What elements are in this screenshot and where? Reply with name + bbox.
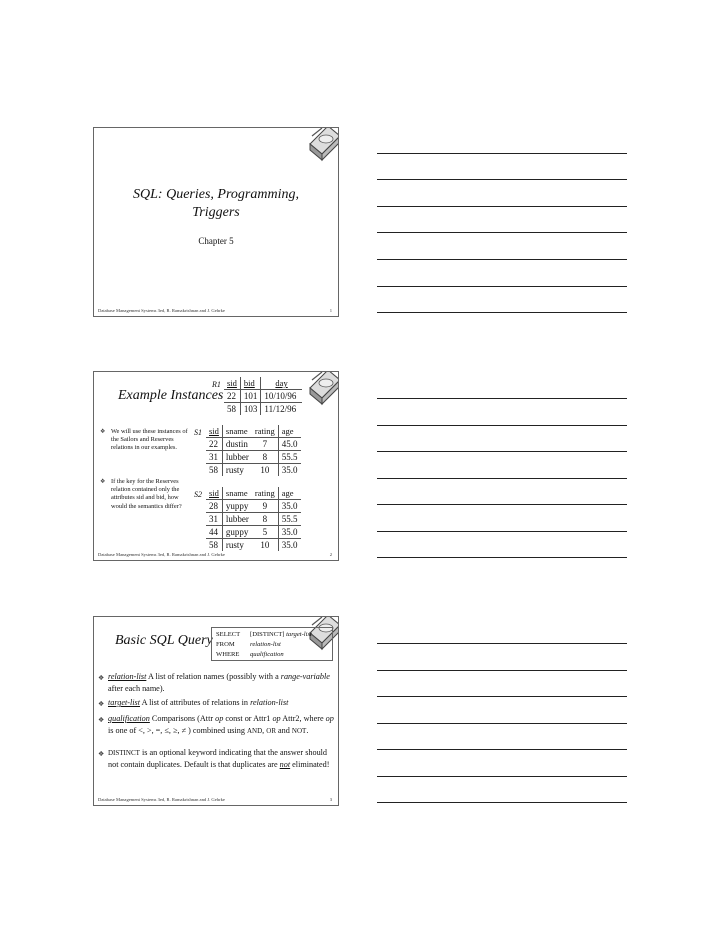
notes-line — [377, 670, 627, 671]
notes-line — [377, 531, 627, 532]
table-row: 28 yuppy 9 35.0 — [206, 500, 301, 513]
bullet-item: ❖ relation-list A list of relation names (possibly with a range-variable after each name). — [98, 672, 330, 694]
column-header: sname — [222, 487, 252, 500]
page-number: 3 — [329, 797, 332, 802]
slide-footer: Database Management Systems 3ed, R. Ramakrishnan and J. Gehrke 1 — [98, 308, 332, 313]
bullet-item: ❖ DISTINCT is an optional keyword indicating that the answer should not contain duplicates. Default is that duplicates are not eliminated! — [98, 748, 330, 770]
bullet-icon: ❖ — [100, 479, 106, 485]
disk-drive-icon — [308, 127, 339, 162]
slide-title: Basic SQL Query — [115, 633, 213, 648]
s1-label: S1 — [194, 428, 202, 437]
table-row: 58 rusty 10 35.0 — [206, 464, 301, 477]
notes-line — [377, 312, 627, 313]
table-row: 44 guppy 5 35.0 — [206, 526, 301, 539]
notes-line — [377, 398, 627, 399]
disk-drive-icon — [308, 371, 339, 406]
page-number: 2 — [329, 552, 332, 557]
table-row: 22 101 10/10/96 — [224, 390, 302, 403]
bullet-icon: ❖ — [98, 716, 105, 724]
bullet-item: ❖ If the key for the Reserves relation contained only the attributes sid and bid, how would the semantics differ? — [100, 478, 182, 510]
notes-line — [377, 153, 627, 154]
slide-subtitle: Chapter 5 — [198, 236, 234, 246]
notes-line — [377, 557, 627, 558]
column-header: age — [278, 425, 300, 438]
notes-line — [377, 206, 627, 207]
column-header: bid — [240, 377, 261, 390]
s2-table — [206, 487, 301, 551]
slide-title: SQL: Queries, Programming, Triggers — [133, 187, 299, 220]
table-row: 58 rusty 10 35.0 — [206, 539, 301, 552]
notes-line — [377, 723, 627, 724]
column-header: age — [278, 487, 300, 500]
column-header: sid — [227, 378, 237, 388]
table-row: 58 103 11/12/96 — [224, 403, 302, 416]
bullet-item: ❖ We will use these instances of the Sailors and Reserves relations in our examples. — [100, 428, 188, 452]
slide-footer: Database Management Systems 3ed, R. Ramakrishnan and J. Gehrke 2 — [98, 552, 332, 557]
bullet-icon: ❖ — [98, 674, 105, 682]
notes-line — [377, 696, 627, 697]
column-header: sname — [222, 425, 252, 438]
bullet-item: ❖ qualification Comparisons (Attr op const or Attr1 op Attr2, where op is one of <, >, =, ≤, ≥, ≠ ) combined using AND, OR and NOT. — [98, 714, 334, 736]
column-header: sid — [209, 426, 219, 436]
bullet-icon: ❖ — [98, 750, 105, 758]
sql-template-box: SELECT [DISTINCT] target-list FROM relation-list WHERE qualification — [211, 627, 333, 661]
notes-line — [377, 286, 627, 287]
notes-line — [377, 749, 627, 750]
notes-line — [377, 802, 627, 803]
slide-title: Example Instances — [118, 388, 224, 403]
bullet-icon: ❖ — [98, 700, 105, 708]
column-header: day — [261, 377, 302, 390]
notes-line — [377, 478, 627, 479]
r1-label: R1 — [212, 380, 221, 389]
column-header: rating — [254, 488, 275, 498]
slide-3 — [93, 616, 339, 806]
notes-line — [377, 451, 627, 452]
notes-line — [377, 259, 627, 260]
slide-1 — [93, 127, 339, 317]
notes-line — [377, 643, 627, 644]
column-header: sid — [209, 488, 219, 498]
notes-line — [377, 425, 627, 426]
s2-label: S2 — [194, 490, 202, 499]
table-row: 31 lubber 8 55.5 — [206, 451, 301, 464]
notes-line — [377, 232, 627, 233]
page-number: 1 — [329, 308, 332, 313]
bullet-icon: ❖ — [100, 429, 106, 435]
table-row: 22 dustin 7 45.0 — [206, 438, 301, 451]
slide-footer: Database Management Systems 3ed, R. Ramakrishnan and J. Gehrke 3 — [98, 797, 332, 802]
bullet-item: ❖ target-list A list of attributes of relations in relation-list — [98, 697, 336, 709]
r1-table — [224, 377, 302, 415]
notes-line — [377, 776, 627, 777]
column-header: rating — [254, 426, 275, 436]
slide-2 — [93, 371, 339, 561]
notes-line — [377, 504, 627, 505]
notes-line — [377, 179, 627, 180]
s1-table — [206, 425, 301, 476]
table-row: 31 lubber 8 55.5 — [206, 513, 301, 526]
